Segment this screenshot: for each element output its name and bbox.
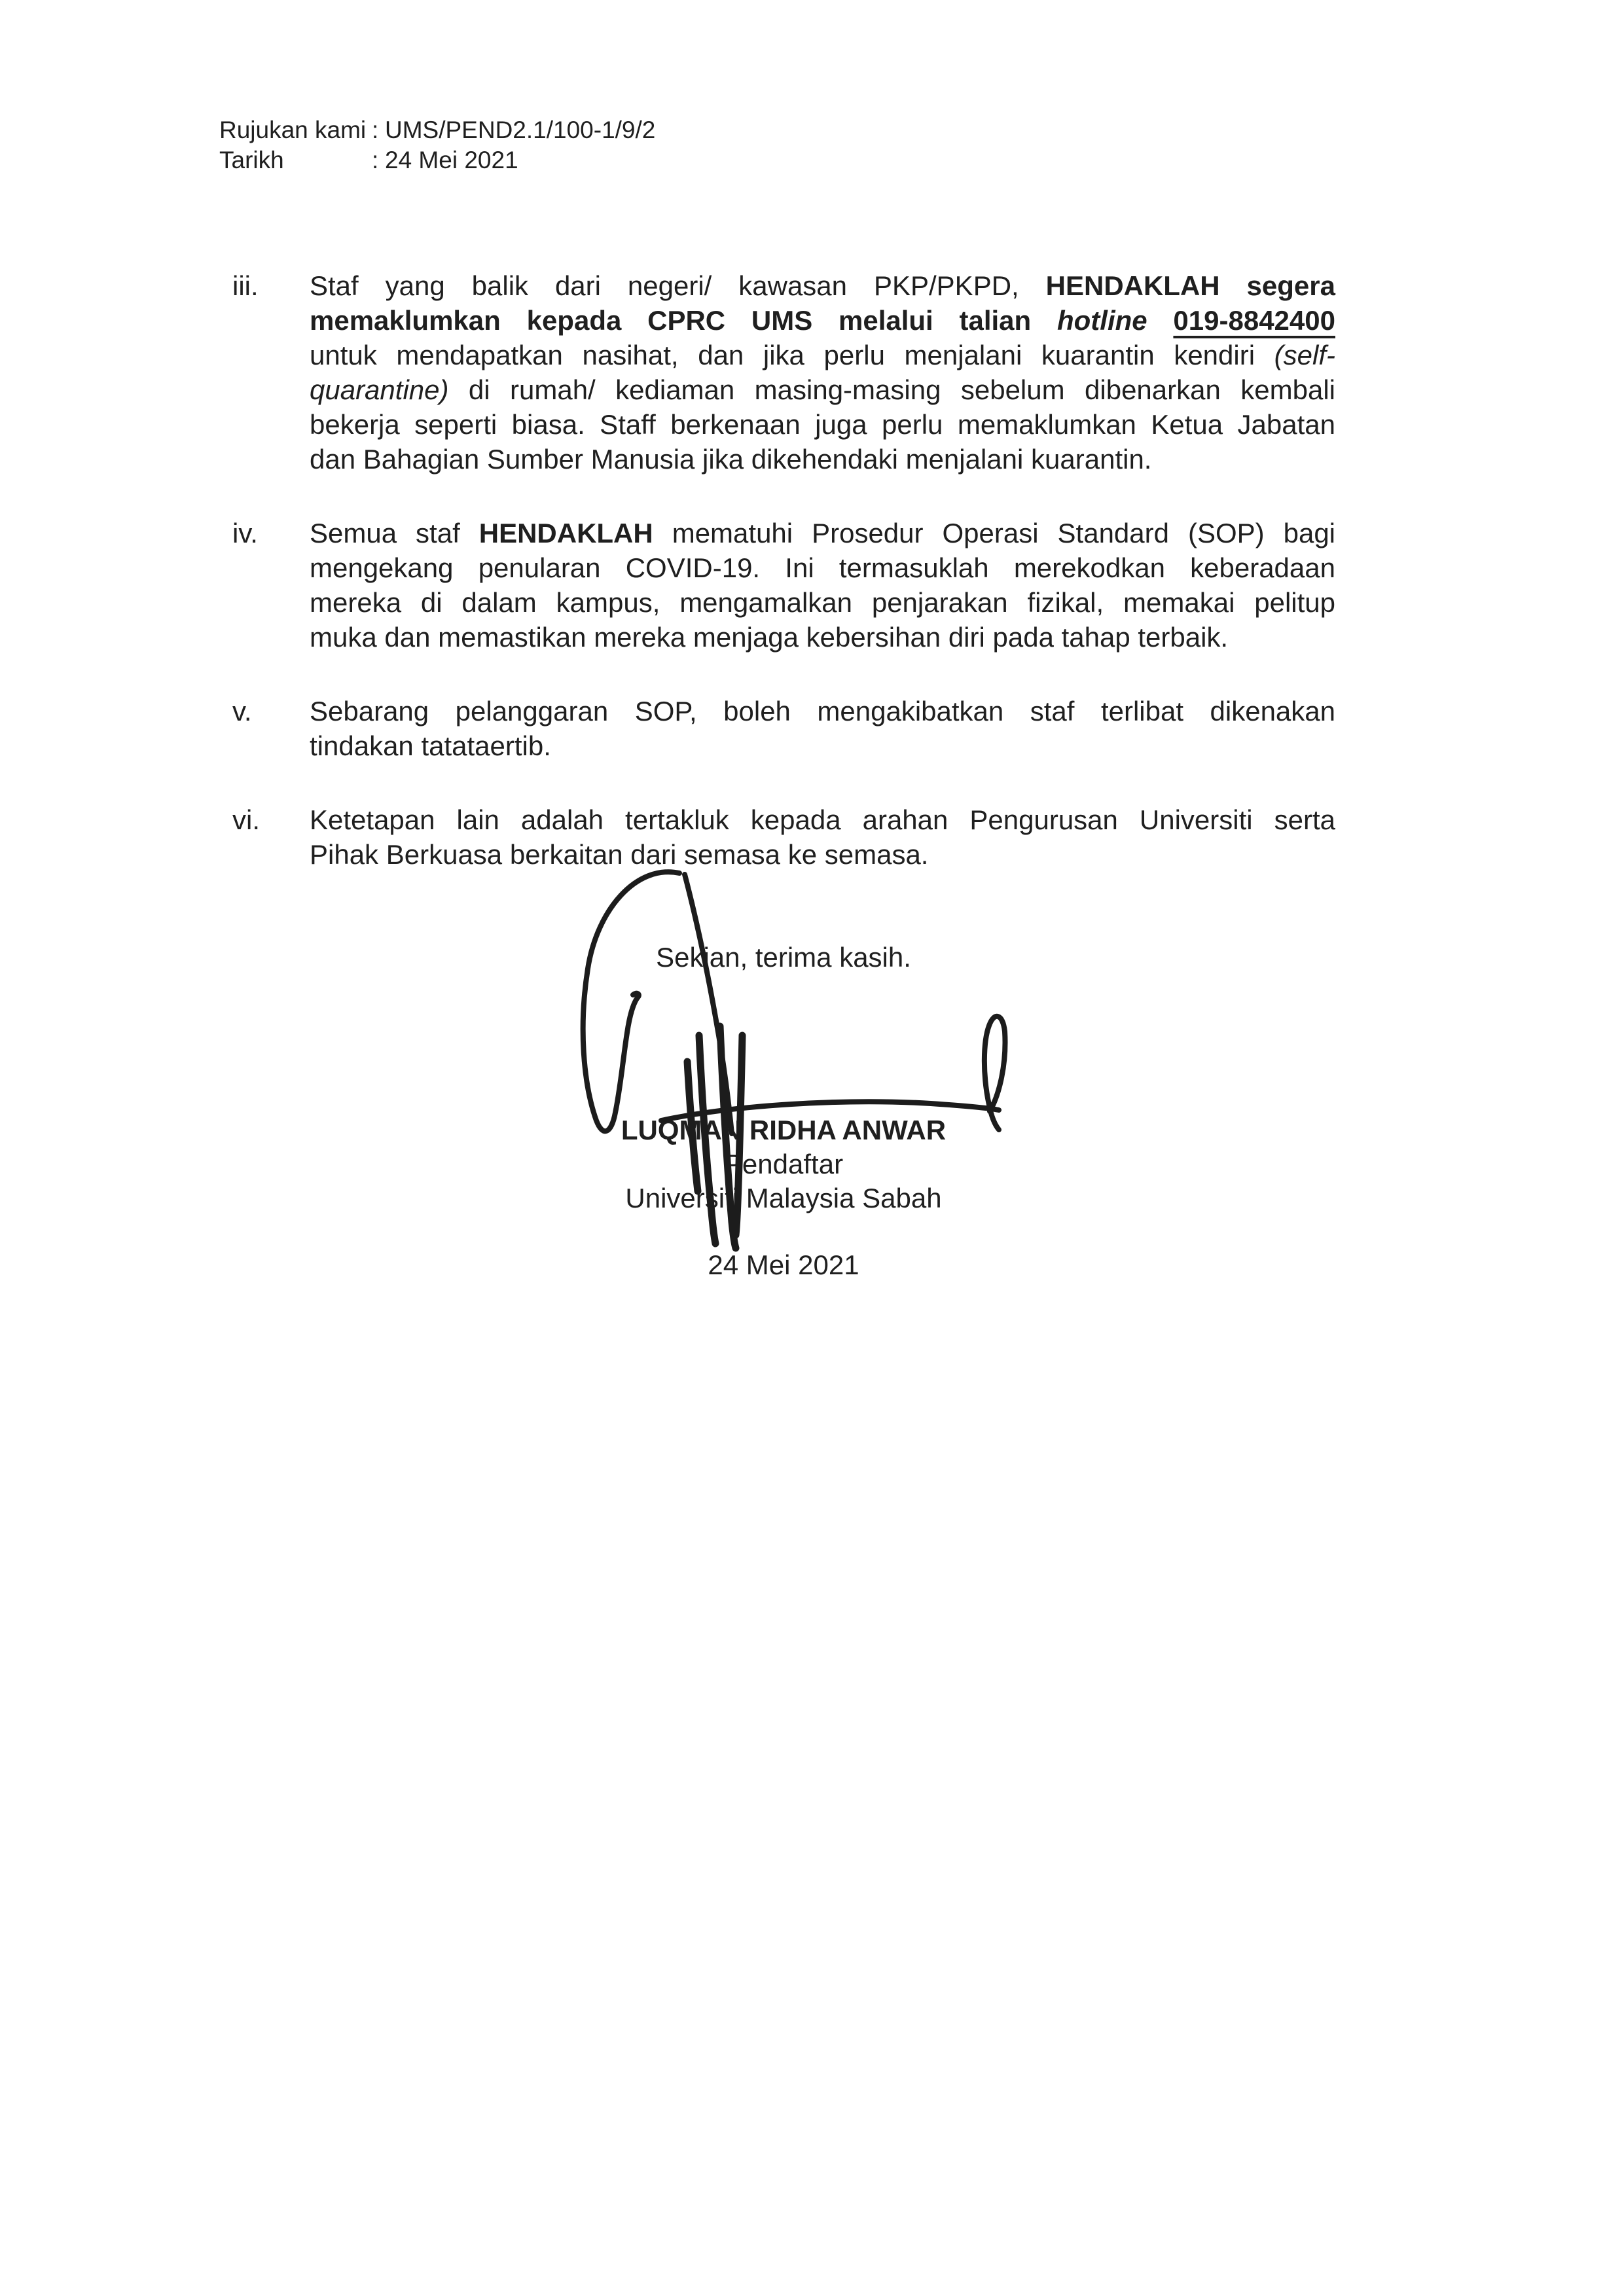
signatory-name: LUQMAN RIDHA ANWAR [621,1115,947,1145]
paragraph-line [310,407,1335,442]
signatory-title: Pendaftar [723,1149,844,1179]
paragraph-line [310,372,1335,407]
reference-label: Rujukan kami [219,117,367,143]
paragraph-line [310,728,1335,763]
text-segment: HENDAKLAH [478,518,653,548]
paragraph-line [310,516,1335,550]
paragraph-line [310,620,1335,655]
text-segment: di rumah/ kediaman masing-masing sebelum dibenarkan kembali [448,374,1335,405]
reference-row [219,115,655,145]
list-item-iii [232,268,1335,476]
closing-block [489,940,1078,1306]
header-date-colon: : [372,147,379,173]
reference-value: UMS/PEND2.1/100-1/9/2 [385,117,656,143]
text-segment: mereka di dalam kampus, mengamalkan penjarakan fizikal, memakai pelitup [310,587,1335,618]
salutation: Sekian, terima kasih. [656,942,911,973]
paragraph-line [310,802,1335,837]
text-segment: Ketetapan lain adalah tertakluk kepada arahan Pengurusan Universiti serta [310,804,1335,835]
paragraph-line [310,303,1335,338]
paragraph-line [310,442,1335,476]
text-segment: hotline [1056,305,1147,336]
text-segment: 019-8842400 [1173,305,1335,336]
list-item-iv [232,516,1335,655]
header-date-row [219,145,655,175]
paragraph-line [310,837,1335,872]
list-item-vi [232,802,1335,872]
text-segment: mematuhi Prosedur Operasi Standard (SOP) bagi [653,518,1336,548]
signatory-organization: Universiti Malaysia Sabah [625,1183,942,1213]
item-marker: vi. [232,804,260,835]
text-segment: untuk mendapatkan nasihat, dan jika perlu menjalani kuarantin kendiri [310,340,1274,370]
reference-colon: : [372,117,379,143]
text-segment: dan Bahagian Sumber Manusia jika dikehendaki menjalani kuarantin. [310,444,1152,475]
text-segment: mengekang penularan COVID-19. Ini termasuklah merekodkan keberadaan [310,552,1335,583]
list-item-v [232,694,1335,763]
header-date-label: Tarikh [219,147,284,173]
item-text [310,802,1335,872]
letter-date: 24 Mei 2021 [708,1249,859,1280]
text-segment: Semua staf [310,518,479,548]
numbered-list [232,268,1335,911]
header-date-value: 24 Mei 2021 [385,147,518,173]
item-text [310,516,1335,655]
text-segment: quarantine) [310,374,449,405]
paragraph-line [310,550,1335,585]
text-segment: Pihak Berkuasa berkaitan dari semasa ke semasa. [310,839,929,870]
text-segment: HENDAKLAH segera [1045,270,1335,301]
paragraph-line [310,585,1335,620]
paragraph-line [310,338,1335,372]
letter-header [219,115,655,175]
text-segment [1147,305,1174,336]
item-marker: v. [232,696,252,726]
paragraph-line [310,694,1335,728]
item-marker: iv. [232,518,258,548]
text-segment: memaklumkan kepada CPRC UMS melalui talian [310,305,1057,336]
item-marker: iii. [232,270,259,301]
text-segment: Sebarang pelanggaran SOP, boleh mengakibatkan staf terlibat dikenakan [310,696,1335,726]
paragraph-line [310,268,1335,303]
text-segment: (self- [1274,340,1335,370]
text-segment: tindakan tatataertib. [310,730,551,761]
item-text [310,694,1335,763]
item-text [310,268,1335,476]
text-segment: bekerja seperti biasa. Staff berkenaan juga perlu memaklumkan Ketua Jabatan [310,409,1335,440]
text-segment: Staf yang balik dari negeri/ kawasan PKP/PKPD, [310,270,1046,301]
text-segment: muka dan memastikan mereka menjaga kebersihan diri pada tahap terbaik. [310,622,1229,653]
